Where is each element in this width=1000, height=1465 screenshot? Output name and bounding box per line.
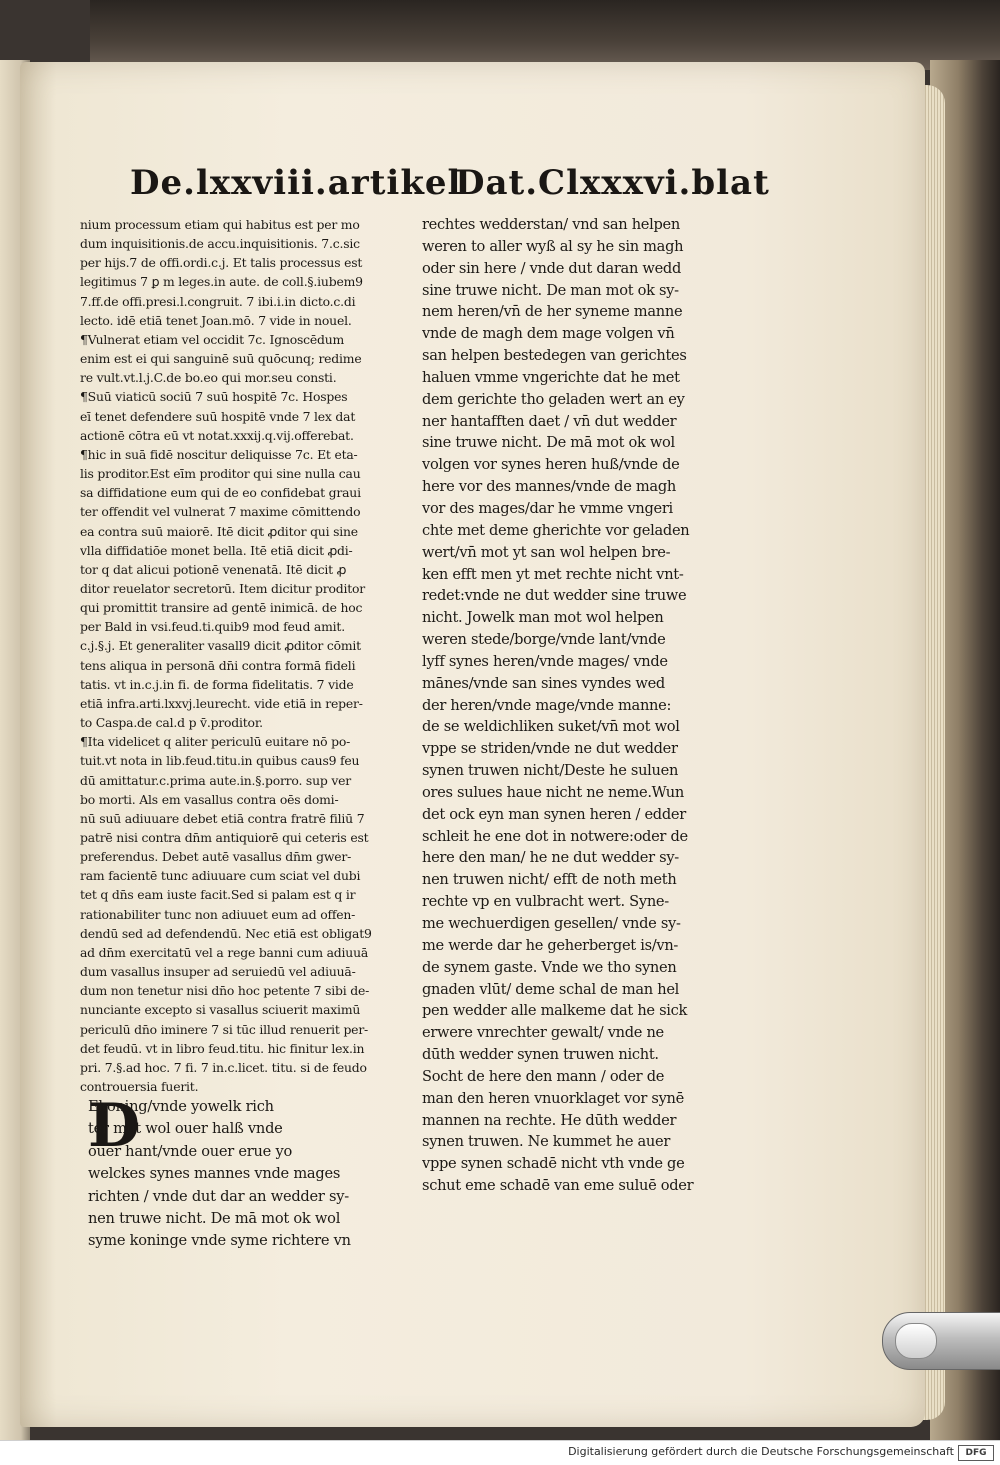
text-line: ouer hant/vnde ouer erue yo — [88, 1142, 292, 1160]
text-line: nium processum etiam qui habitus est per mo — [80, 217, 360, 232]
text-line: etiā infra.arti.lxxvj.leurecht. vide etiā in reper- — [80, 695, 363, 711]
text-line: nem heren/vn̄ de her syneme manne — [422, 303, 683, 321]
drop-initial: D — [88, 1091, 141, 1161]
text-line: ken efft men yt met rechte nicht vnt- — [422, 565, 684, 583]
text-line: tet q dn̄s eam iuste facit.Sed si palam est q ir — [80, 887, 356, 903]
text-line: eī tenet defendere suū hospitē vnde 7 lex dat — [80, 408, 356, 424]
text-line: controuersia fuerit. — [80, 1079, 199, 1095]
commentary-column — [80, 215, 410, 1096]
text-line: dem gerichte tho geladen wert an ey — [422, 390, 685, 408]
text-line: ner hantafften daet / vn̄ dut wedder — [422, 412, 677, 430]
text-line: syme koninge vnde syme richtere vn — [88, 1232, 351, 1250]
text-line: dendū sed ad defendendū. Nec etiā est obligat9 — [80, 925, 372, 941]
text-line: vor des mages/dar he vmme vngeri — [422, 499, 673, 517]
dfg-logo: DFG — [958, 1445, 994, 1461]
text-line: ditor reuelator secretorū. Item dicitur proditor — [80, 580, 366, 596]
header-folio: Dat.Clxxxvi.blat — [455, 163, 770, 203]
text-line: rechtes wedderstan/ vnd san helpen — [422, 216, 680, 233]
text-line: vppe se striden/vnde ne dut wedder — [422, 740, 678, 758]
text-line: nunciante excepto si vasallus sciuerit maximū — [80, 1002, 361, 1018]
text-line: man den heren vnuorklaget vor synē — [422, 1089, 684, 1107]
text-line: enim est ei qui sanguinē suū quōcunq; redime — [80, 351, 362, 367]
text-line: Ekoning/vnde yowelk rich — [88, 1098, 274, 1115]
text-line: dum vasallus insuper ad seruiedū vel adiuuā- — [80, 964, 356, 980]
text-line: ¶Vulnerat etiam vel occidit 7c. Ignoscēdum — [80, 331, 345, 347]
text-line: ores sulues haue nicht ne neme.Wun — [422, 783, 684, 801]
text-line: wert/vn̄ mot yt san wol helpen bre- — [422, 543, 671, 561]
text-line: per Bald in vsi.feud.ti.quib9 mod feud amit. — [80, 619, 345, 635]
text-line: dum inquisitionis.de accu.inquisitionis. 7.c.sic — [80, 236, 360, 252]
text-line: rationabiliter tunc non adiuuet eum ad offen- — [80, 906, 356, 922]
text-line: welckes synes mannes vnde mages — [88, 1165, 341, 1183]
text-line: to Caspa.de cal.d p v̄.proditor. — [80, 715, 263, 731]
text-line: lis proditor.Est eīm proditor qui sine nulla cau — [80, 466, 361, 482]
text-line: dum non tenetur nisi dn̄o hoc petente 7 sibi de- — [80, 983, 370, 999]
footer-credit: Digitalisierung gefördert durch die Deutsche Forschungsgemeinschaft — [568, 1445, 954, 1458]
text-line: pri. 7.§.ad hoc. 7 fi. 7 in.c.licet. titu. si de feudo — [80, 1059, 367, 1075]
text-line: synen truwen nicht/Deste he suluen — [422, 762, 679, 780]
text-line: ea contra suū maiorē. Itē dicit ꝓditor qui sine — [80, 523, 358, 539]
text-line: ¶hic in suā fidē noscitur deliquisse 7c. Et eta- — [80, 446, 358, 462]
text-line: tens aliqua in personā dn̄i contra formā fideli — [80, 657, 356, 673]
text-line: richten / vnde dut dar an wedder sy- — [88, 1187, 349, 1205]
text-line: nen truwe nicht. De mā mot ok wol — [88, 1210, 341, 1228]
text-line: schut eme schadē van eme suluē oder — [422, 1177, 694, 1195]
text-line: c.j.§.j. Et generaliter vasall9 dicit ꝓditor cōmit — [80, 638, 361, 654]
text-line: periculū dn̄o iminere 7 si tūc illud renuerit per- — [80, 1021, 369, 1037]
text-line: ram facientē tunc adiuuare cum sciat vel dubi — [80, 868, 361, 884]
text-line: preferendus. Debet autē vasallus dn̄m gwer- — [80, 849, 352, 865]
text-line: vppe synen schadē nicht vth vnde ge — [422, 1155, 685, 1173]
text-line: Socht de here den mann / oder de — [422, 1067, 665, 1085]
text-line: schleit he ene dot in notwere:oder de — [422, 827, 688, 845]
text-line: me werde dar he geherberget is/vn- — [422, 936, 679, 954]
text-line: qui promittit transire ad gentē inimicā. de hoc — [80, 600, 363, 616]
footer-bar — [0, 1440, 1000, 1465]
text-line: synen truwen. Ne kummet he auer — [422, 1133, 671, 1151]
text-line: der heren/vnde mage/vnde manne: — [422, 696, 672, 714]
main-text-right-column — [422, 214, 742, 1197]
text-line: erwere vnrechter gewalt/ vnde ne — [422, 1024, 664, 1042]
text-line: gnaden vlūt/ deme schal de man hel — [422, 980, 680, 998]
text-line: lecto. idē etiā tenet Joan.mō. 7 vide in nouel. — [80, 312, 352, 328]
text-line: re vult.vt.l.j.C.de bo.eo qui mor.seu consti. — [80, 370, 337, 386]
text-line: vlla diffidatiōe monet bella. Itē etiā dicit ꝓdi- — [80, 542, 353, 558]
text-line: de se weldichliken suket/vn̄ mot wol — [422, 718, 680, 736]
text-line: dūth wedder synen truwen nicht. — [422, 1046, 659, 1064]
text-line: san helpen bestedegen van gerichtes — [422, 347, 687, 365]
text-line: ter mot wol ouer halß vnde — [88, 1120, 283, 1138]
text-line: ter offendit vel vulnerat 7 maxime cōmittendo — [80, 504, 361, 520]
page-clip-knob — [895, 1323, 937, 1359]
text-line: vnde de magh dem mage volgen vn̄ — [422, 325, 675, 343]
text-line: actionē cōtra eū vt notat.xxxij.q.vij.offerebat. — [80, 427, 354, 443]
page-clip — [882, 1312, 1000, 1370]
text-line: ¶Ita videlicet q aliter periculū euitare nō po- — [80, 734, 351, 750]
text-line: mānes/vnde san sines vyndes wed — [422, 674, 665, 692]
text-line: lyff synes heren/vnde mages/ vnde — [422, 652, 668, 670]
text-line: legitimus 7 ꝑ m leges.in aute. de coll.§.iubem9 — [80, 274, 363, 290]
text-line: nen truwen nicht/ efft de noth meth — [422, 871, 677, 889]
text-line: pen wedder alle malkeme dat he sick — [422, 1002, 688, 1020]
text-line: weren to aller wyß al sy he sin magh — [422, 237, 684, 255]
header-article: De.lxxviii.artikel — [130, 163, 462, 203]
text-line: dū amittatur.c.prima aute.in.§.porro. sup ver — [80, 772, 351, 788]
text-line: 7.ff.de offi.presi.l.congruit. 7 ibi.i.in dicto.c.di — [80, 293, 356, 309]
text-line: ad dn̄m exercitatū vel a rege banni cum adiuuā — [80, 944, 369, 960]
text-line: me wechuerdigen gesellen/ vnde sy- — [422, 915, 681, 932]
text-line: haluen vmme vngerichte dat he met — [422, 368, 680, 386]
text-line: tor q dat alicui potionē venenatā. Itē dicit ꝓ — [80, 561, 347, 577]
text-line: sine truwe nicht. De mā mot ok wol — [422, 434, 675, 452]
text-line: de synem gaste. Vnde we tho synen — [422, 958, 677, 976]
text-line: chte met deme gherichte vor geladen — [422, 521, 690, 539]
text-line: tuit.vt nota in lib.feud.titu.in quibus caus9 feu — [80, 753, 360, 769]
text-line: weren stede/borge/vnde lant/vnde — [422, 631, 666, 649]
text-line: det feudū. vt in libro feud.titu. hic finitur lex.in — [80, 1040, 365, 1056]
text-line: volgen vor synes heren huß/vnde de — [422, 456, 680, 474]
book-cover-top — [90, 0, 1000, 70]
text-line: here vor des mannes/vnde de magh — [422, 478, 676, 496]
text-line: rechte vp en vulbracht wert. Syne- — [422, 893, 669, 911]
text-line: redet:vnde ne dut wedder sine truwe — [422, 587, 687, 605]
text-line: tatis. vt in.c.j.in fi. de forma fidelitatis. 7 vide — [80, 676, 354, 692]
text-line: sa diffidatione eum qui de eo confidebat graui — [80, 485, 361, 501]
text-line: here den man/ he ne dut wedder sy- — [422, 849, 679, 867]
text-line: sine truwe nicht. De man mot ok sy- — [422, 281, 679, 299]
text-line: bo morti. Als em vasallus contra oēs domi- — [80, 791, 339, 807]
text-line: ¶Suū viaticū sociū 7 suū hospitē 7c. Hospes — [80, 389, 348, 405]
text-line: nū suū adiuuare debet etiā contra fratrē filiū 7 — [80, 810, 365, 826]
main-text-left-column — [88, 1091, 403, 1253]
text-line: det ock eyn man synen heren / edder — [422, 805, 686, 823]
text-line: nicht. Jowelk man mot wol helpen — [422, 609, 664, 627]
text-line: oder sin here / vnde dut daran wedd — [422, 259, 681, 277]
text-line: mannen na rechte. He dūth wedder — [422, 1111, 677, 1129]
text-line: per hijs.7 de offi.ordi.c.j. Et talis processus est — [80, 255, 363, 271]
text-line: patrē nisi contra dn̄m antiquiorē qui ceteris est — [80, 830, 369, 845]
